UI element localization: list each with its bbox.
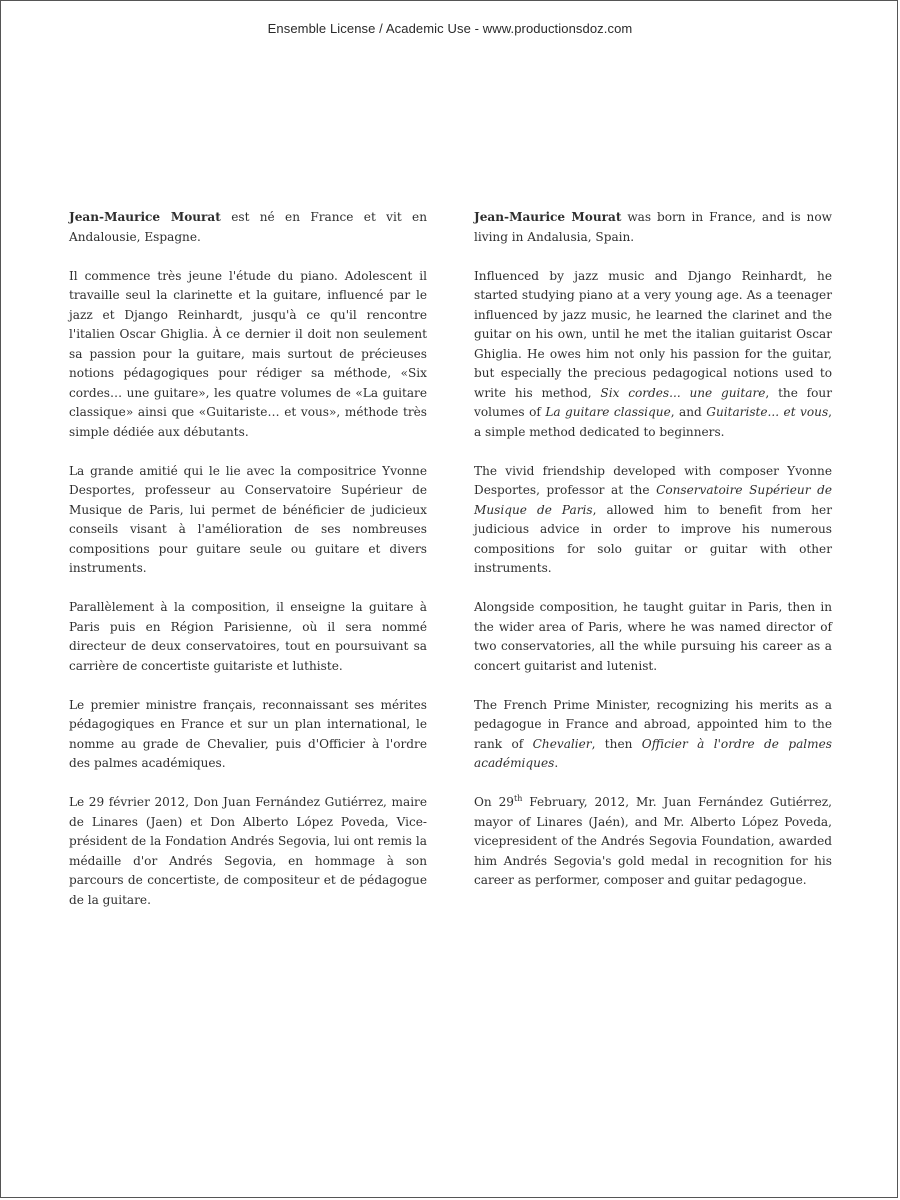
- ordinal-suffix: th: [514, 793, 523, 803]
- license-header: Ensemble License / Academic Use - www.productionsdoz.com: [267, 21, 633, 36]
- english-paragraph-2: [474, 267, 832, 443]
- text-run: , allowed him to benefit from her judicious advice in order to improve his numerous compositions for solo guitar or guitar with other instruments.: [474, 502, 832, 575]
- text-run: Influenced by jazz music and Django Reinhardt, he started studying piano at a very young age. As a teenager influenced by jazz music, he learned the clarinet and the guitar on his own, until he met the italian guitarist Oscar Ghiglia. He owes him not only his passion for the guitar, but especially the precious pedagogical notions used to write his method,: [474, 268, 832, 400]
- text-run: , and: [670, 405, 707, 419]
- text-run: On 29: [474, 795, 514, 809]
- text-run: The French Prime Minister, recognizing his merits as a pedagogue in France and abroad, appointed him to the rank of: [474, 697, 832, 751]
- text-run: , then: [591, 736, 642, 751]
- text-run: , the four volumes of: [474, 385, 832, 419]
- text-run: , a simple method dedicated to beginners.: [474, 405, 833, 439]
- author-name: Jean-Maurice Mourat: [474, 210, 622, 224]
- english-biography-column: [474, 208, 832, 910]
- english-paragraph-3: [474, 462, 832, 579]
- rank-title: Chevalier: [532, 736, 592, 751]
- french-paragraph-3: La grande amitié qui le lie avec la compositrice Yvonne Desportes, professeur au Conservatoire Supérieur de Musique de Paris, lui permet de bénéficier de judicieux conseils visant à l'amélioration de ses nombreuses compositions pour guitare seule ou guitare et divers instruments.: [69, 463, 427, 575]
- french-paragraph-2: Il commence très jeune l'étude du piano. Adolescent il travaille seul la clarinette et la guitare, influencé par le jazz et Django Reinhardt, jusqu'à ce qu'il rencontre l'italien Oscar Ghiglia. À ce dernier il doit non seulement sa passion pour la guitare, mais surtout de précieuses notions pédagogiques pour rédiger sa méthode, «Six cordes… une guitare», les quatre volumes de «La guitare classique» ainsi que «Guitariste… et vous», méthode très simple dédiée aux débutants.: [69, 268, 427, 439]
- english-paragraph-1: [474, 208, 832, 247]
- french-paragraph-1-text: est né en France et vit en Andalousie, Espagne.: [69, 210, 427, 244]
- english-paragraph-4: Alongside composition, he taught guitar in Paris, then in the wider area of Paris, where he was named director of two conservatories, all the while pursuing his career as a concert guitarist and lutenist.: [474, 600, 832, 673]
- author-name: Jean-Maurice Mourat: [69, 210, 221, 224]
- rank-title: Officier à l'ordre de palmes académiques: [474, 736, 832, 770]
- method-title: Six cordes... une guitare: [600, 385, 766, 400]
- text-run: The vivid friendship developed with composer Yvonne Desportes, professor at the: [474, 463, 832, 497]
- english-paragraph-1-text: was born in France, and is now living in Andalusia, Spain.: [474, 210, 832, 244]
- conservatoire-name: Conservatoire Supérieur de Musique de Paris: [474, 483, 832, 517]
- french-biography-column: [69, 208, 427, 930]
- english-paragraph-5: [474, 696, 832, 774]
- text-run: .: [554, 756, 559, 770]
- french-paragraph-6: Le 29 février 2012, Don Juan Fernández Gutiérrez, maire de Linares (Jaen) et Don Alberto López Poveda, Vice-président de la Fondation Andrés Segovia, lui ont remis la médaille d'or Andrés Segovia, en hommage à son parcours de concertiste, de compositeur et de pédagogue de la guitare.: [69, 795, 427, 907]
- french-paragraph-4: Parallèlement à la composition, il enseigne la guitare à Paris puis en Région Parisienne, où il sera nommé directeur de deux conservatoires, tout en poursuivant sa carrière de concertiste guitariste et luthiste.: [69, 600, 427, 673]
- french-paragraph-1: [69, 208, 427, 247]
- method-title: La guitare classique: [545, 405, 671, 419]
- text-run: February, 2012, Mr. Juan Fernández Gutiérrez, mayor of Linares (Jaén), and Mr. Alberto López Poveda, vicepresident of the Andrés Segovia Foundation, awarded him Andrés Segovia's gold medal in recognition for his career as performer, composer and guitar pedagogue.: [474, 795, 832, 887]
- french-paragraph-5: Le premier ministre français, reconnaissant ses mérites pédagogiques en France et sur un plan international, le nomme au grade de Chevalier, puis d'Officier à l'ordre des palmes académiques.: [69, 697, 427, 770]
- method-title: Guitariste... et vous: [706, 405, 829, 419]
- english-paragraph-6: [474, 793, 832, 891]
